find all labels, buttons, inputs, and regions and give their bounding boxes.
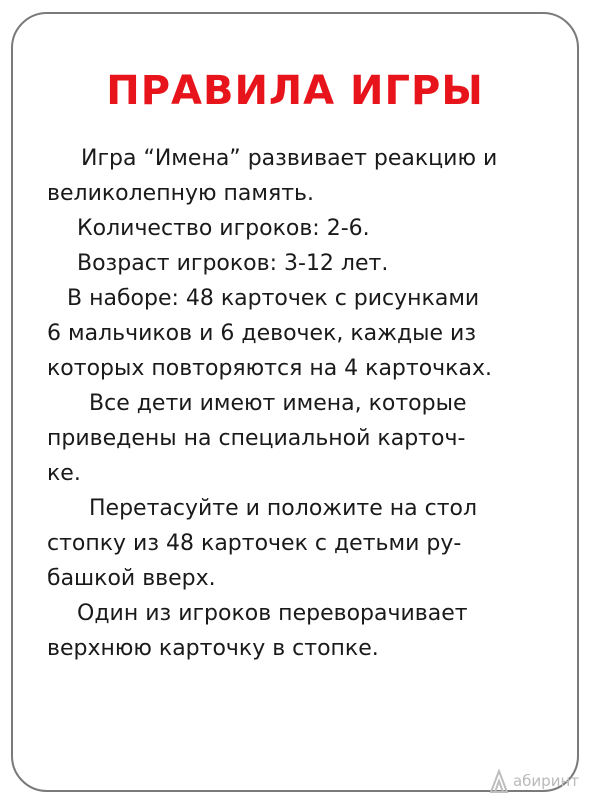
rules-line: верхнюю карточку в стопке.: [47, 636, 379, 661]
rules-line: 6 мальчиков и 6 девочек, каждые из: [47, 321, 477, 346]
rules-line: приведены на специальной карточ-: [47, 426, 466, 451]
rules-line: которых повторяются на 4 карточках.: [47, 356, 492, 381]
rules-line: башкой вверх.: [47, 566, 216, 591]
rules-title: ПРАВИЛА ИГРЫ: [106, 68, 484, 114]
rules-line: Все дети имеют имена, которые: [89, 391, 467, 416]
rules-line: Перетасуйте и положите на стол: [89, 496, 478, 521]
rules-line: В наборе: 48 карточек с рисунками: [67, 286, 480, 311]
rules-line: стопку из 48 карточек с детьми ру-: [47, 531, 462, 556]
labyrinth-logo-icon: [488, 768, 510, 794]
rules-line: великолепную память.: [47, 181, 314, 206]
rules-line: Возраст игроков: 3-12 лет.: [77, 251, 389, 276]
rules-line: Игра “Имена” развивает реакцию и: [81, 146, 498, 171]
watermark-text: абиринт: [512, 772, 579, 790]
rules-line: ке.: [47, 461, 81, 486]
rules-line: Один из игроков переворачивает: [77, 601, 468, 626]
rules-card: [11, 12, 579, 792]
watermark: [488, 768, 579, 794]
rules-line: Количество игроков: 2-6.: [77, 216, 370, 241]
rules-text: [47, 141, 557, 666]
